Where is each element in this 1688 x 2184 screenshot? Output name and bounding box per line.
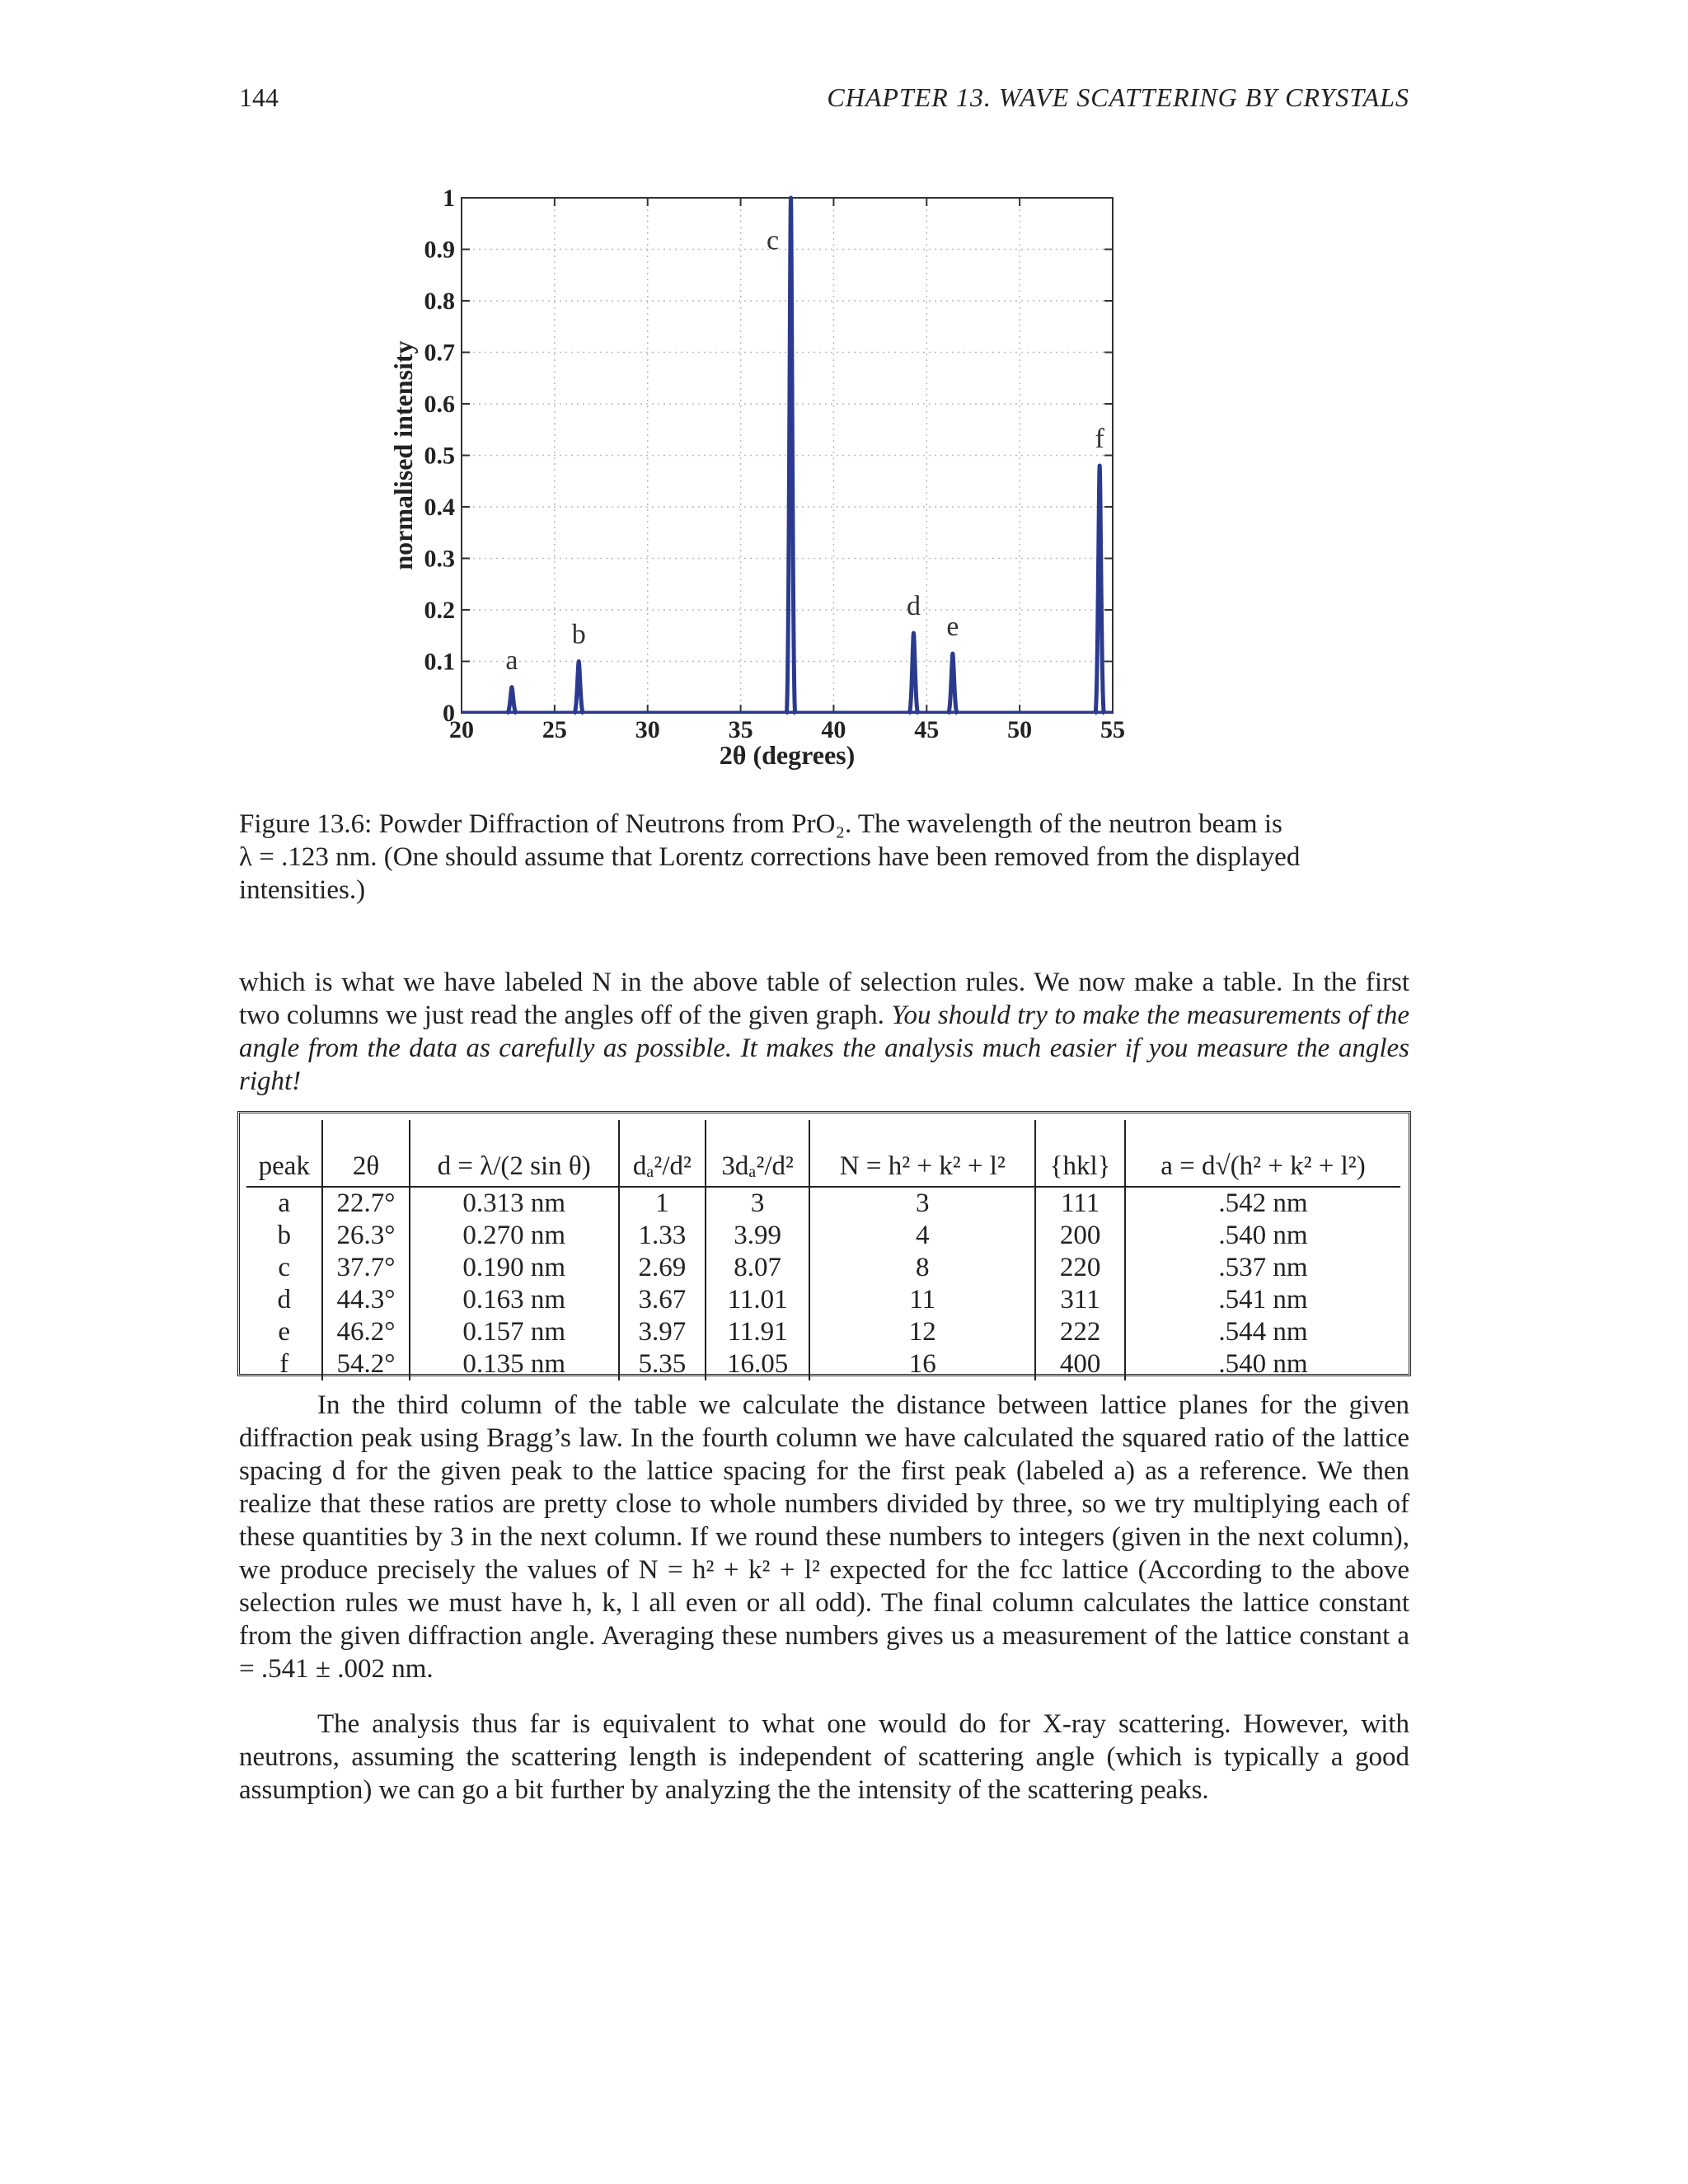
table-row bbox=[246, 1316, 1400, 1348]
cell: a bbox=[278, 1188, 291, 1218]
col-header-ratio: dₐ²/d² bbox=[619, 1120, 706, 1187]
peak-label-d: d bbox=[906, 591, 921, 622]
cell: 46.2° bbox=[322, 1316, 409, 1348]
paragraph-2: In the third column of the table we calculate the distance between lattice planes for the given diffraction peak using Bragg’s law. In the fourth column we have calculated the squared ratio of the lattice spacing d for the given peak to the lattice spacing for the first peak (labeled a) as a reference. We then realize that these ratios are pretty close to whole numbers divided by three, so we try multiplying each of these quantities by 3 in the next column. If we round these numbers to integers (given in the next column), we produce precisely the values of N = h² + k² + l² expected for the fcc lattice (According to the above selection rules we must have h, k, l all even or all odd). The final column calculates the lattice constant from the given diffraction angle. Averaging these numbers gives us a measurement of the lattice constant a = .541 ± .002 nm. bbox=[239, 1390, 1409, 1684]
x-tick-label: 25 bbox=[542, 716, 567, 743]
y-axis-label: normalised intensity bbox=[388, 340, 418, 570]
peak-b bbox=[574, 662, 584, 714]
cell: 8.07 bbox=[706, 1252, 809, 1284]
cell: 222 bbox=[1035, 1316, 1125, 1348]
cell: 16.05 bbox=[706, 1348, 809, 1380]
cell: 11.01 bbox=[706, 1284, 809, 1316]
cell: 26.3° bbox=[322, 1220, 409, 1252]
cell: 11 bbox=[809, 1284, 1035, 1316]
y-tick-label: 0.2 bbox=[424, 597, 455, 624]
cell: 0.190 nm bbox=[410, 1252, 619, 1284]
cell: 1 bbox=[619, 1187, 706, 1220]
cell: d bbox=[277, 1285, 291, 1315]
cell: 22.7° bbox=[322, 1187, 409, 1220]
cell: 0.135 nm bbox=[410, 1348, 619, 1380]
table-row bbox=[246, 1284, 1400, 1316]
cell: b bbox=[277, 1221, 291, 1250]
peak-e bbox=[949, 654, 958, 713]
cell: 200 bbox=[1035, 1220, 1125, 1252]
y-tick-label: 0.3 bbox=[424, 545, 455, 573]
y-tick-label: 0 bbox=[443, 700, 455, 727]
cell: 5.35 bbox=[619, 1348, 706, 1380]
y-tick-label: 0.7 bbox=[424, 339, 455, 367]
cell: .540 nm bbox=[1125, 1348, 1400, 1380]
cell: 3.97 bbox=[619, 1316, 706, 1348]
peak-label-a: a bbox=[505, 644, 518, 676]
cell: f bbox=[279, 1349, 289, 1379]
x-axis-label: 2θ (degrees) bbox=[719, 740, 856, 770]
paragraph-1 bbox=[239, 966, 1409, 1098]
cell: 11.91 bbox=[706, 1316, 809, 1348]
cell: .540 nm bbox=[1125, 1220, 1400, 1252]
peak-a bbox=[508, 687, 517, 713]
cell: 16 bbox=[809, 1348, 1035, 1380]
cell: 12 bbox=[809, 1316, 1035, 1348]
peak-label-e: e bbox=[946, 612, 959, 643]
page-header bbox=[239, 82, 1409, 119]
peak-label-b: b bbox=[571, 619, 586, 650]
cell: 0.163 nm bbox=[410, 1284, 619, 1316]
paragraph-1-emphasis: You should try to make the measurements of the angle from the data as carefully as possible. It makes the analysis much easier if you measure the angles right! bbox=[239, 1001, 1409, 1096]
cell: 3.99 bbox=[706, 1220, 809, 1252]
x-tick-label: 55 bbox=[1100, 716, 1125, 743]
paragraph-1-text: which is what we have labeled N in the above table of selection rules. We now make a table. In the first two columns we just read the angles off of the given graph. bbox=[239, 968, 1409, 1030]
y-tick-label: 0.6 bbox=[424, 391, 455, 418]
y-tick-label: 0.1 bbox=[424, 648, 455, 676]
cell: 44.3° bbox=[322, 1284, 409, 1316]
table-row bbox=[246, 1348, 1400, 1380]
peak-f bbox=[1095, 466, 1104, 713]
cell: e bbox=[278, 1317, 291, 1347]
cell: 111 bbox=[1035, 1187, 1125, 1220]
col-header-a: a = d√(h² + k² + l²) bbox=[1125, 1120, 1400, 1187]
table-row bbox=[246, 1252, 1400, 1284]
x-tick-label: 20 bbox=[449, 716, 474, 743]
caption-line-2: λ = .123 nm. (One should assume that Lorentz corrections have been removed from the displayed bbox=[239, 842, 1301, 872]
table-row bbox=[246, 1220, 1400, 1252]
cell: .541 nm bbox=[1125, 1284, 1400, 1316]
y-tick-label: 0.5 bbox=[424, 442, 455, 470]
y-tick-label: 0.9 bbox=[424, 236, 455, 264]
cell: 220 bbox=[1035, 1252, 1125, 1284]
cell: 54.2° bbox=[322, 1348, 409, 1380]
results-table-frame bbox=[237, 1111, 1411, 1379]
cell: 3 bbox=[809, 1187, 1035, 1220]
cell: 2.69 bbox=[619, 1252, 706, 1284]
cell: c bbox=[278, 1253, 291, 1282]
cell: 400 bbox=[1035, 1348, 1125, 1380]
table-row bbox=[246, 1187, 1400, 1220]
x-tick-label: 30 bbox=[635, 716, 660, 743]
col-header-n: N = h² + k² + l² bbox=[809, 1120, 1035, 1187]
chapter-title: CHAPTER 13. WAVE SCATTERING BY CRYSTALS bbox=[827, 82, 1409, 112]
figure-caption bbox=[239, 808, 1409, 907]
col-header-d: d = λ/(2 sin θ) bbox=[410, 1120, 619, 1187]
col-header-hkl: {hkl} bbox=[1035, 1120, 1125, 1187]
x-tick-label: 40 bbox=[821, 716, 846, 743]
y-tick-label: 1 bbox=[443, 185, 455, 212]
cell: .537 nm bbox=[1125, 1252, 1400, 1284]
cell: 4 bbox=[809, 1220, 1035, 1252]
peak-c bbox=[786, 198, 795, 713]
col-header-peak: peak bbox=[246, 1120, 322, 1187]
peak-label-c: c bbox=[766, 225, 780, 256]
y-tick-label: 0.4 bbox=[424, 494, 455, 521]
diffraction-chart bbox=[379, 177, 1137, 787]
cell: 37.7° bbox=[322, 1252, 409, 1284]
y-tick-label: 0.8 bbox=[424, 288, 455, 315]
col-header-3ratio: 3dₐ²/d² bbox=[706, 1120, 809, 1187]
x-tick-label: 50 bbox=[1007, 716, 1033, 743]
caption-line-1: Figure 13.6: Powder Diffraction of Neutrons from PrO₂. The wavelength of the neutron beam is bbox=[239, 809, 1282, 839]
col-header-2theta: 2θ bbox=[322, 1120, 409, 1187]
cell: .542 nm bbox=[1125, 1187, 1400, 1220]
cell: 1.33 bbox=[619, 1220, 706, 1252]
paragraph-3: The analysis thus far is equivalent to what one would do for X-ray scattering. However, with neutrons, assuming the scattering length is independent of scattering angle (which is typically a good assumption) we can go a bit further by analyzing the the intensity of the scattering peaks. bbox=[239, 1709, 1409, 1805]
x-tick-label: 35 bbox=[728, 716, 753, 743]
cell: 3 bbox=[706, 1187, 809, 1220]
results-table bbox=[246, 1120, 1400, 1380]
cell: 8 bbox=[809, 1252, 1035, 1284]
cell: 0.313 nm bbox=[410, 1187, 619, 1220]
cell: 0.270 nm bbox=[410, 1220, 619, 1252]
page-number: 144 bbox=[239, 82, 279, 112]
x-tick-label: 45 bbox=[914, 716, 940, 743]
peak-d bbox=[909, 633, 918, 713]
table-header-row bbox=[246, 1120, 1400, 1187]
cell: .544 nm bbox=[1125, 1316, 1400, 1348]
cell: 311 bbox=[1035, 1284, 1125, 1316]
peak-label-f: f bbox=[1095, 424, 1104, 454]
cell: 0.157 nm bbox=[410, 1316, 619, 1348]
cell: 3.67 bbox=[619, 1284, 706, 1316]
caption-line-3: intensities.) bbox=[239, 875, 366, 905]
